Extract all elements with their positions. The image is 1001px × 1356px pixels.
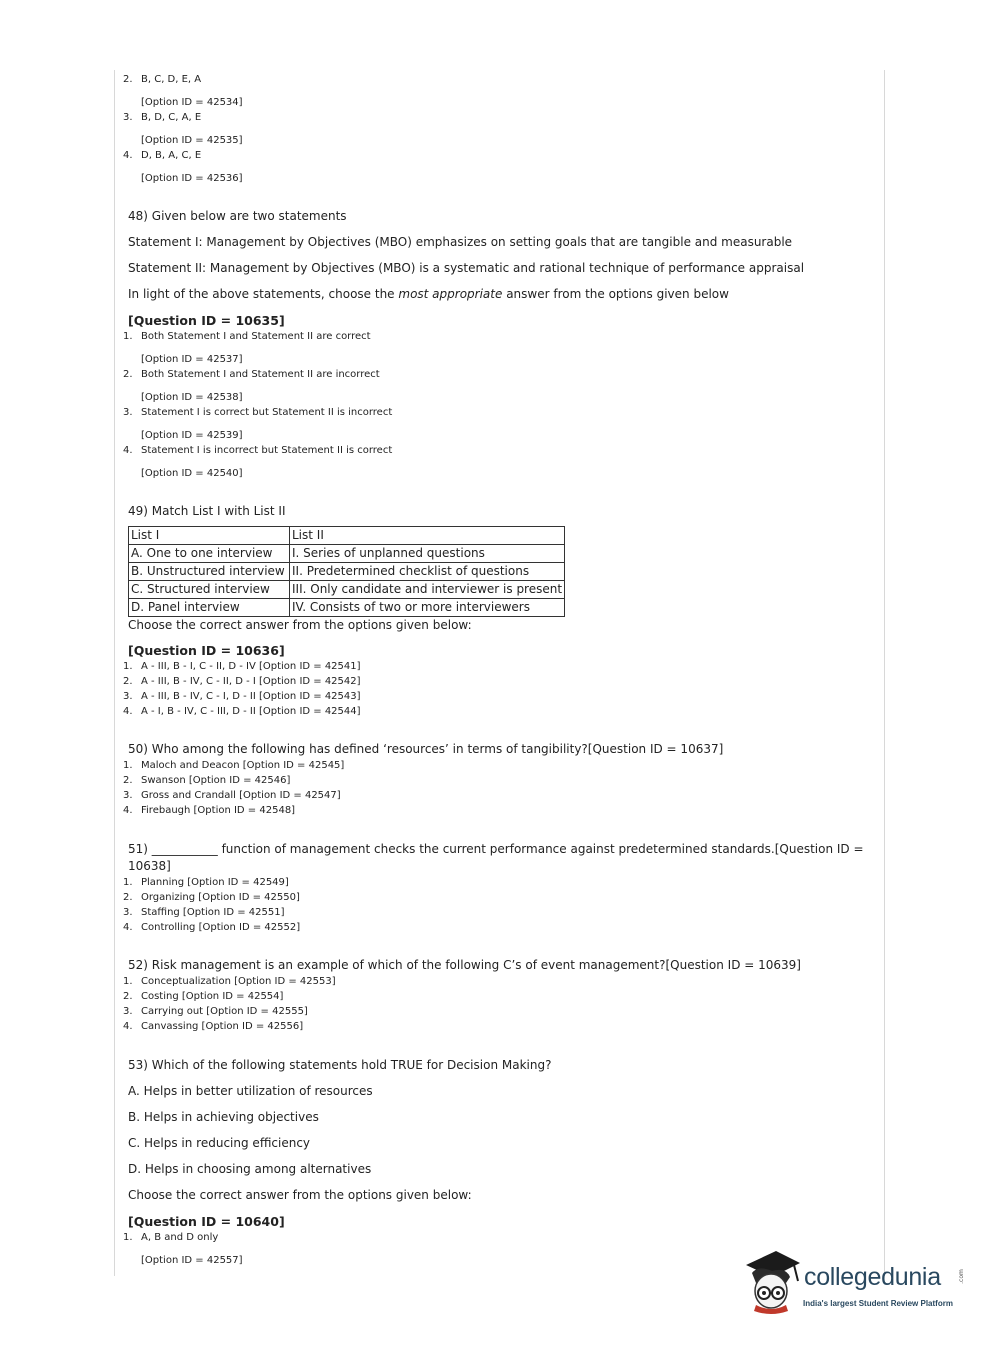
question-50 [123,741,878,818]
table-cell: C. Structured interview [129,581,290,599]
option: 1. A, B and D only [123,1232,219,1243]
logo-wordmark: collegedunia [804,1263,941,1291]
logo-domain: .com [957,1269,965,1284]
table-row [129,545,565,563]
table-cell: A. One to one interview [129,545,290,563]
question-title: 53) Which of the following statements hold TRUE for Decision Making? [128,1058,552,1072]
table-header-row [129,527,565,545]
option-id: [Option ID = 42539] [141,430,243,441]
margin-rule-left [114,70,115,1276]
option: 1. Conceptualization [Option ID = 42553] [123,976,336,987]
option: 1. Maloch and Deacon [Option ID = 42545] [123,760,345,771]
option: 3. Gross and Crandall [Option ID = 42547] [123,790,341,801]
option: 2. B, C, D, E, A [123,74,202,85]
option: 2. Swanson [Option ID = 42546] [123,775,291,786]
option: 4. D, B, A, C, E [123,150,202,161]
option: 3. Statement I is correct but Statement II is incorrect [123,407,393,418]
statement-2: Statement II: Management by Objectives (MBO) is a systematic and rational technique of performance appraisal [128,261,805,275]
question-id: [Question ID = 10636] [128,643,285,658]
option: 3. A - III, B - IV, C - I, D - II [Option ID = 42543] [123,691,361,702]
option: 4. Canvassing [Option ID = 42556] [123,1021,304,1032]
question-47-options [123,72,878,186]
question-instruction: Choose the correct answer from the options given below: [128,1188,472,1202]
question-52 [123,957,878,1034]
question-49 [123,503,878,719]
option: 1. A - III, B - I, C - II, D - IV [Option ID = 42541] [123,661,361,672]
statement-b: B. Helps in achieving objectives [128,1110,319,1124]
option: 3. Staffing [Option ID = 42551] [123,907,285,918]
margin-rule-right [884,70,885,1276]
statement-1: Statement I: Management by Objectives (MBO) emphasizes on setting goals that are tangible and measurable [128,235,793,249]
option-id: [Option ID = 42557] [141,1255,243,1266]
question-title: 48) Given below are two statements [128,209,347,223]
table-cell: List I [129,527,290,545]
table-cell: IV. Consists of two or more interviewers [290,599,565,617]
option-id: [Option ID = 42535] [141,135,243,146]
question-title: 49) Match List I with List II [128,504,286,518]
table-cell: III. Only candidate and interviewer is present [290,581,565,599]
match-table [128,526,565,617]
page-content [123,72,878,1268]
table-cell: B. Unstructured interview [129,563,290,581]
option-id: [Option ID = 42534] [141,97,243,108]
option: 4. Controlling [Option ID = 42552] [123,922,301,933]
table-row [129,563,565,581]
table-row [129,599,565,617]
option: 2. Organizing [Option ID = 42550] [123,892,300,903]
question-53 [123,1057,878,1268]
logo-tagline: India's largest Student Review Platform [803,1299,953,1308]
question-48 [123,208,878,481]
statement-c: C. Helps in reducing efficiency [128,1136,311,1150]
option-id: [Option ID = 42536] [141,173,243,184]
option: 4. Firebaugh [Option ID = 42548] [123,805,296,816]
option-id: [Option ID = 42538] [141,392,243,403]
question-id: [Question ID = 10635] [128,313,285,328]
statement-a: A. Helps in better utilization of resources [128,1084,373,1098]
question-instruction: Choose the correct answer from the options given below: [128,618,472,632]
answer-blank: ___________ [151,842,218,856]
table-cell: List II [290,527,565,545]
option: 4. Statement I is incorrect but Statement II is correct [123,445,393,456]
graduate-mascot-icon [742,1247,804,1315]
option: 2. Both Statement I and Statement II are incorrect [123,369,380,380]
option: 4. A - I, B - IV, C - III, D - II [Option ID = 42544] [123,706,361,717]
collegedunia-logo [742,1247,972,1322]
question-title: 50) Who among the following has defined ‘resources’ in terms of tangibility?[Question ID = 10637] [128,742,724,756]
option: 3. Carrying out [Option ID = 42555] [123,1006,308,1017]
option: 1. Both Statement I and Statement II are correct [123,331,371,342]
question-title: 51) ___________ function of management checks the current performance against predetermined standards.[Question ID = 10638] [128,842,864,873]
option: 2. A - III, B - IV, C - II, D - I [Option ID = 42542] [123,676,361,687]
option: 1. Planning [Option ID = 42549] [123,877,289,888]
option-id: [Option ID = 42540] [141,468,243,479]
table-cell: II. Predetermined checklist of questions [290,563,565,581]
option-id: [Option ID = 42537] [141,354,243,365]
table-cell: D. Panel interview [129,599,290,617]
table-cell: I. Series of unplanned questions [290,545,565,563]
question-instruction: In light of the above statements, choose the most appropriate answer from the options given below [128,287,729,301]
question-51 [123,841,878,935]
question-id: [Question ID = 10640] [128,1214,285,1229]
option: 2. Costing [Option ID = 42554] [123,991,284,1002]
question-title: 52) Risk management is an example of which of the following C’s of event management?[Question ID = 10639] [128,958,801,972]
table-row [129,581,565,599]
statement-d: D. Helps in choosing among alternatives [128,1162,372,1176]
option: 3. B, D, C, A, E [123,112,202,123]
